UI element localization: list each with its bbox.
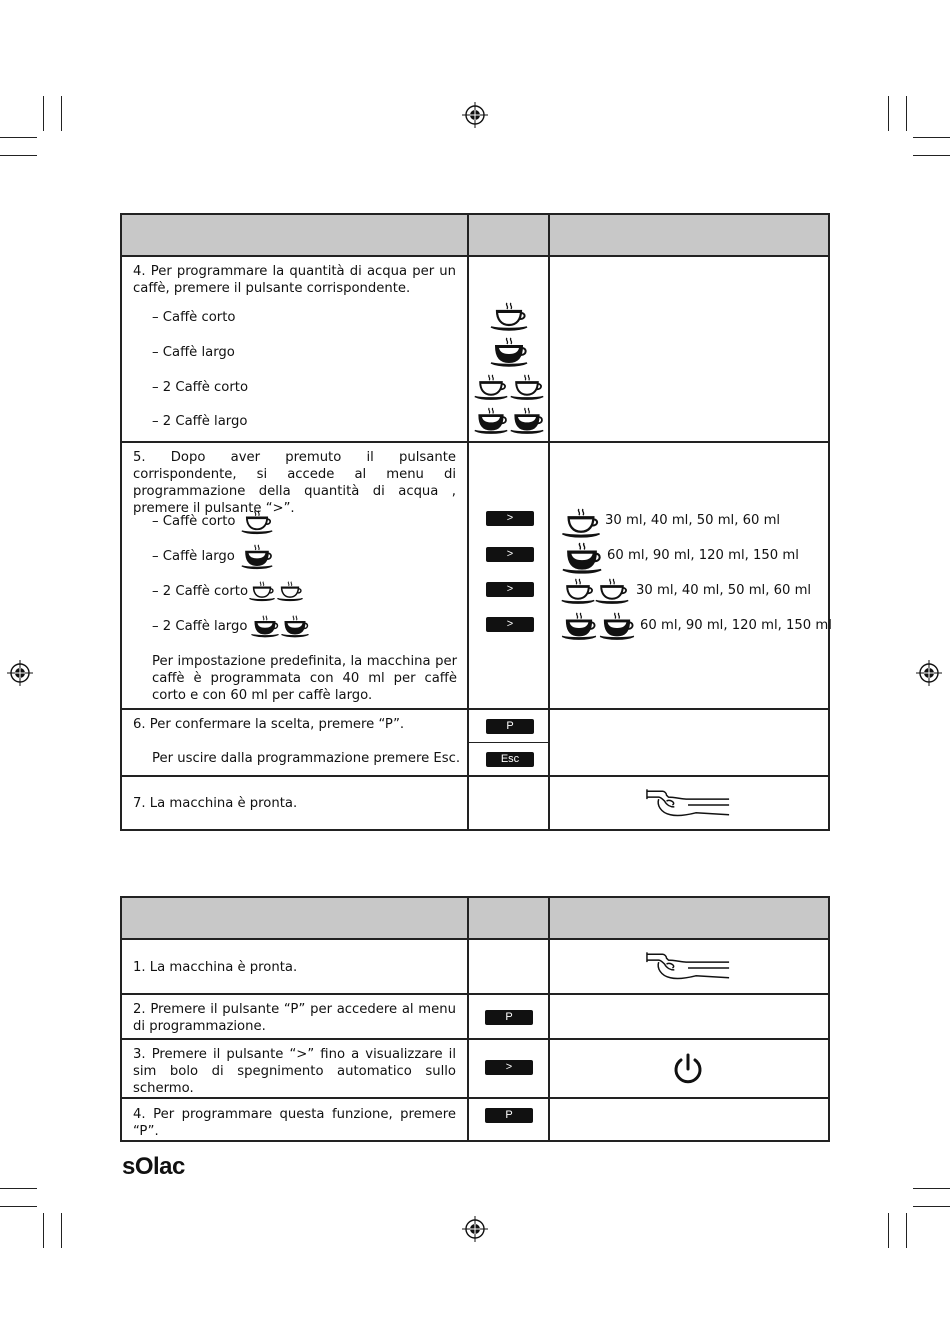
- step-number: 6.: [133, 717, 146, 732]
- list-item: – Caffè corto: [152, 514, 236, 529]
- coffee-cup-icon: [473, 373, 509, 402]
- table-row: [121, 1098, 829, 1141]
- crop-mark: [906, 1213, 907, 1248]
- table-row: [121, 776, 829, 830]
- list-item: – Caffè largo: [152, 549, 235, 564]
- step-number: 4.: [133, 264, 146, 279]
- step-text: Premere il pulsante “P” per accedere al menu di programmazione.: [133, 1002, 456, 1034]
- step-number: 4.: [133, 1107, 146, 1122]
- volume-options: 30 ml, 40 ml, 50 ml, 60 ml: [636, 583, 812, 598]
- registration-mark-icon: [7, 660, 33, 686]
- crop-mark: [43, 1213, 44, 1248]
- instruction-table-2: [120, 896, 830, 1142]
- p-button[interactable]: P: [486, 719, 534, 734]
- table-header: [121, 214, 829, 256]
- step-text: Dopo aver premuto il pulsante corrispondente, si accede al menu di programmazione della quantità di acqua , premere il pulsante “>”.: [133, 450, 456, 516]
- table-row: [121, 994, 829, 1039]
- table-row: [121, 1039, 829, 1098]
- step-text: Premere il pulsante “>” fino a visualizzare il sim bolo di spegnimento automatico sullo schermo.: [133, 1047, 456, 1096]
- large-coffee-cup-icon: [560, 612, 598, 642]
- coffee-cup-icon: [489, 301, 529, 333]
- p-button[interactable]: P: [485, 1010, 533, 1025]
- crop-mark: [0, 1206, 37, 1207]
- coffee-cup-icon: [594, 577, 630, 606]
- next-button[interactable]: >: [486, 547, 534, 562]
- crop-mark: [0, 1188, 37, 1189]
- next-button[interactable]: >: [485, 1060, 533, 1075]
- large-coffee-cup-icon: [280, 615, 310, 639]
- list-item: – 2 Caffè largo: [152, 414, 248, 429]
- table-row: [121, 442, 829, 709]
- large-coffee-cup-icon: [473, 407, 509, 436]
- coffee-cup-icon: [248, 580, 276, 603]
- coffee-cup-icon: [509, 373, 545, 402]
- step-text: La macchina è pronta.: [149, 960, 298, 975]
- large-coffee-cup-icon: [489, 337, 529, 369]
- crop-mark: [888, 96, 889, 131]
- large-coffee-cup-icon: [250, 615, 280, 639]
- instruction-table-1: [120, 213, 830, 831]
- crop-mark: [913, 155, 950, 156]
- table-row: [121, 256, 829, 442]
- esc-button[interactable]: Esc: [486, 752, 534, 767]
- step-text: La macchina è pronta.: [149, 796, 298, 811]
- list-item: – 2 Caffè corto: [152, 584, 249, 599]
- power-icon: [671, 1052, 705, 1086]
- next-button[interactable]: >: [486, 511, 534, 526]
- crop-mark: [61, 1213, 62, 1248]
- large-coffee-cup-icon: [598, 612, 636, 642]
- crop-mark: [913, 137, 950, 138]
- coffee-cup-icon: [560, 507, 602, 540]
- next-button[interactable]: >: [486, 582, 534, 597]
- solac-logo: sOlac: [122, 1153, 185, 1180]
- crop-mark: [0, 137, 37, 138]
- step-number: 7.: [133, 796, 146, 811]
- coffee-cup-icon: [276, 580, 304, 603]
- volume-options: 30 ml, 40 ml, 50 ml, 60 ml: [605, 513, 781, 528]
- coffee-cup-icon: [240, 509, 274, 536]
- registration-mark-icon: [916, 660, 942, 686]
- crop-mark: [888, 1213, 889, 1248]
- step-number: 5.: [133, 450, 146, 465]
- volume-options: 60 ml, 90 ml, 120 ml, 150 ml: [607, 548, 799, 563]
- table-row: [121, 709, 829, 776]
- step-number: 2.: [133, 1002, 146, 1017]
- next-button[interactable]: >: [486, 617, 534, 632]
- crop-mark: [906, 96, 907, 131]
- crop-mark: [43, 96, 44, 131]
- crop-mark: [913, 1206, 950, 1207]
- default-note: Per impostazione predefinita, la macchina per caffè è programmata con 40 ml per caffè corto e con 60 ml per caffè largo.: [152, 654, 457, 703]
- exit-instruction: Per uscire dalla programmazione premere Esc.: [152, 751, 461, 766]
- large-coffee-cup-icon: [509, 407, 545, 436]
- table-header: [121, 897, 829, 939]
- large-coffee-cup-icon: [560, 542, 604, 576]
- list-item: – 2 Caffè corto: [152, 380, 249, 395]
- step-number: 3.: [133, 1047, 146, 1062]
- step-text: Per programmare la quantità di acqua per un caffè, premere il pulsante corrispondente.: [133, 264, 456, 296]
- registration-mark-icon: [462, 1216, 488, 1242]
- list-item: – Caffè corto: [152, 310, 236, 325]
- table-row: [121, 939, 829, 994]
- registration-mark-icon: [462, 102, 488, 128]
- pointing-hand-icon: [645, 948, 733, 984]
- coffee-cup-icon: [560, 577, 596, 606]
- step-number: 1.: [133, 960, 146, 975]
- crop-mark: [913, 1188, 950, 1189]
- crop-mark: [61, 96, 62, 131]
- pointing-hand-icon: [645, 785, 733, 821]
- p-button[interactable]: P: [485, 1108, 533, 1123]
- volume-options: 60 ml, 90 ml, 120 ml, 150 ml: [640, 618, 832, 633]
- large-coffee-cup-icon: [240, 544, 274, 571]
- step-text: Per programmare questa funzione, premere “P”.: [133, 1107, 456, 1139]
- list-item: – 2 Caffè largo: [152, 619, 248, 634]
- crop-mark: [0, 155, 37, 156]
- list-item: – Caffè largo: [152, 345, 235, 360]
- step-text: Per confermare la scelta, premere “P”.: [149, 717, 405, 732]
- divider: [469, 742, 550, 743]
